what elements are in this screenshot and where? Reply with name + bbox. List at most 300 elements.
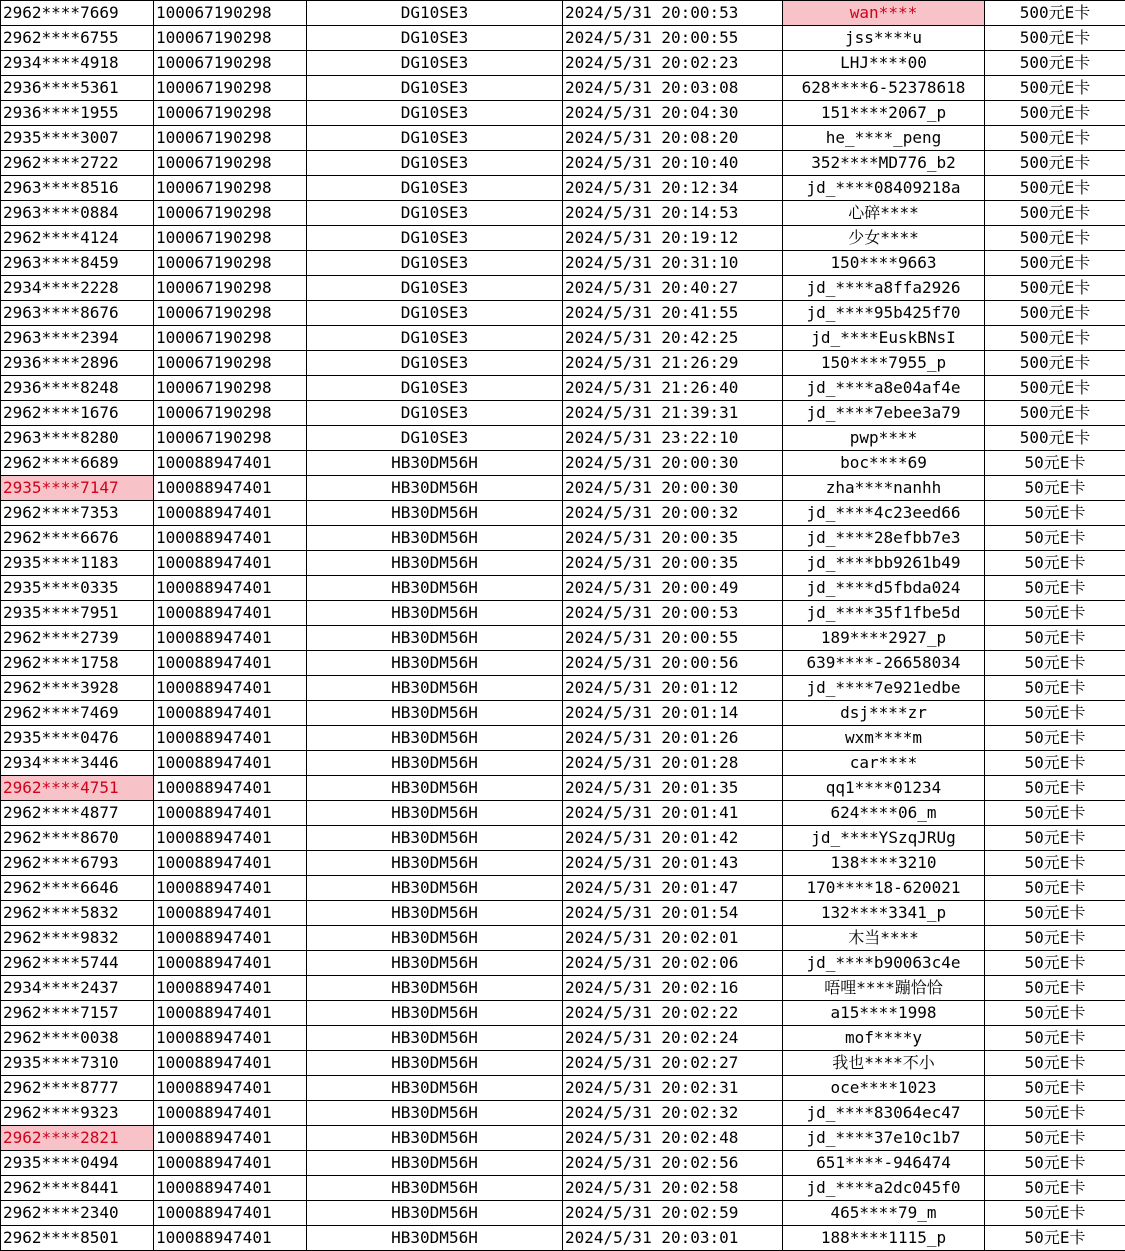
prize-cell: 500元E卡 [985, 326, 1125, 351]
user-cell: jd_****7ebee3a79 [783, 401, 985, 426]
table-row [1, 801, 1125, 826]
user-cell: jd_****d5fbda024 [783, 576, 985, 601]
prize-cell: 50元E卡 [985, 1151, 1125, 1176]
sku-cell: 100088947401 [154, 1126, 307, 1151]
prize-cell: 50元E卡 [985, 501, 1125, 526]
table-row [1, 876, 1125, 901]
time-cell: 2024/5/31 20:41:55 [563, 301, 783, 326]
sku-cell: 100067190298 [154, 326, 307, 351]
time-cell: 2024/5/31 21:39:31 [563, 401, 783, 426]
time-cell: 2024/5/31 20:01:41 [563, 801, 783, 826]
sku-cell: 100088947401 [154, 601, 307, 626]
order-id-cell: 2936****5361 [1, 76, 154, 101]
sku-cell: 100088947401 [154, 1026, 307, 1051]
order-id-cell: 2963****8516 [1, 176, 154, 201]
model-cell: DG10SE3 [307, 1, 563, 26]
model-cell: HB30DM56H [307, 451, 563, 476]
sku-cell: 100088947401 [154, 476, 307, 501]
user-cell: boc****69 [783, 451, 985, 476]
model-cell: DG10SE3 [307, 201, 563, 226]
order-id-cell: 2935****3007 [1, 126, 154, 151]
table-row [1, 701, 1125, 726]
table-row [1, 601, 1125, 626]
table-row [1, 1101, 1125, 1126]
order-id-cell: 2962****2722 [1, 151, 154, 176]
table-row [1, 51, 1125, 76]
order-id-cell: 2962****8777 [1, 1076, 154, 1101]
sku-cell: 100088947401 [154, 551, 307, 576]
sku-cell: 100067190298 [154, 1, 307, 26]
order-id-cell: 2934****3446 [1, 751, 154, 776]
prize-cell: 50元E卡 [985, 1176, 1125, 1201]
sku-cell: 100088947401 [154, 951, 307, 976]
prize-cell: 50元E卡 [985, 826, 1125, 851]
user-cell: wxm****m [783, 726, 985, 751]
sku-cell: 100088947401 [154, 1176, 307, 1201]
user-cell: 352****MD776_b2 [783, 151, 985, 176]
time-cell: 2024/5/31 20:19:12 [563, 226, 783, 251]
prize-cell: 500元E卡 [985, 426, 1125, 451]
sku-cell: 100067190298 [154, 401, 307, 426]
order-id-cell: 2962****0038 [1, 1026, 154, 1051]
time-cell: 2024/5/31 20:31:10 [563, 251, 783, 276]
user-cell: car**** [783, 751, 985, 776]
table-row [1, 151, 1125, 176]
order-id-cell: 2962****6793 [1, 851, 154, 876]
table-row [1, 551, 1125, 576]
table-row [1, 576, 1125, 601]
model-cell: HB30DM56H [307, 601, 563, 626]
order-id-cell: 2963****8459 [1, 251, 154, 276]
time-cell: 2024/5/31 20:02:24 [563, 1026, 783, 1051]
prize-cell: 50元E卡 [985, 776, 1125, 801]
table-row [1, 101, 1125, 126]
table-row [1, 1201, 1125, 1226]
table-row [1, 676, 1125, 701]
time-cell: 2024/5/31 21:26:40 [563, 376, 783, 401]
table-row [1, 301, 1125, 326]
sku-cell: 100088947401 [154, 701, 307, 726]
sku-cell: 100088947401 [154, 451, 307, 476]
model-cell: DG10SE3 [307, 376, 563, 401]
prize-cell: 50元E卡 [985, 876, 1125, 901]
user-cell: 少女**** [783, 226, 985, 251]
user-cell: jd_****YSzqJRUg [783, 826, 985, 851]
prize-cell: 500元E卡 [985, 226, 1125, 251]
order-id-cell: 2962****6689 [1, 451, 154, 476]
model-cell: HB30DM56H [307, 776, 563, 801]
time-cell: 2024/5/31 20:02:32 [563, 1101, 783, 1126]
model-cell: DG10SE3 [307, 251, 563, 276]
prize-cell: 50元E卡 [985, 601, 1125, 626]
model-cell: HB30DM56H [307, 1001, 563, 1026]
model-cell: HB30DM56H [307, 501, 563, 526]
model-cell: HB30DM56H [307, 826, 563, 851]
time-cell: 2024/5/31 20:04:30 [563, 101, 783, 126]
model-cell: DG10SE3 [307, 101, 563, 126]
order-id-cell: 2962****8670 [1, 826, 154, 851]
prize-cell: 500元E卡 [985, 176, 1125, 201]
prize-cell: 50元E卡 [985, 976, 1125, 1001]
time-cell: 2024/5/31 20:12:34 [563, 176, 783, 201]
table-row [1, 426, 1125, 451]
user-cell: 151****2067_p [783, 101, 985, 126]
user-cell: 189****2927_p [783, 626, 985, 651]
time-cell: 2024/5/31 20:01:54 [563, 901, 783, 926]
model-cell: DG10SE3 [307, 51, 563, 76]
sku-cell: 100088947401 [154, 501, 307, 526]
model-cell: HB30DM56H [307, 1126, 563, 1151]
order-id-cell: 2934****4918 [1, 51, 154, 76]
user-cell: pwp**** [783, 426, 985, 451]
table-row [1, 226, 1125, 251]
prize-cell: 50元E卡 [985, 526, 1125, 551]
table-row [1, 1076, 1125, 1101]
model-cell: DG10SE3 [307, 351, 563, 376]
prize-cell: 500元E卡 [985, 251, 1125, 276]
model-cell: HB30DM56H [307, 876, 563, 901]
time-cell: 2024/5/31 20:01:43 [563, 851, 783, 876]
prize-cell: 50元E卡 [985, 1051, 1125, 1076]
prize-cell: 50元E卡 [985, 451, 1125, 476]
model-cell: HB30DM56H [307, 1201, 563, 1226]
order-id-cell: 2962****6676 [1, 526, 154, 551]
time-cell: 2024/5/31 21:26:29 [563, 351, 783, 376]
time-cell: 2024/5/31 20:01:35 [563, 776, 783, 801]
order-id-cell: 2962****8501 [1, 1226, 154, 1251]
order-id-cell: 2962****6755 [1, 26, 154, 51]
time-cell: 2024/5/31 20:00:35 [563, 526, 783, 551]
user-cell: a15****1998 [783, 1001, 985, 1026]
model-cell: DG10SE3 [307, 301, 563, 326]
time-cell: 2024/5/31 20:00:55 [563, 26, 783, 51]
model-cell: HB30DM56H [307, 626, 563, 651]
model-cell: HB30DM56H [307, 651, 563, 676]
table-row [1, 1051, 1125, 1076]
user-cell: 651****-946474 [783, 1151, 985, 1176]
prize-cell: 50元E卡 [985, 726, 1125, 751]
sku-cell: 100088947401 [154, 751, 307, 776]
order-id-cell: 2936****2896 [1, 351, 154, 376]
prize-cell: 500元E卡 [985, 351, 1125, 376]
table-row [1, 26, 1125, 51]
user-cell: jd_****28efbb7e3 [783, 526, 985, 551]
prize-cell: 50元E卡 [985, 476, 1125, 501]
model-cell: HB30DM56H [307, 1176, 563, 1201]
user-cell: jd_****7e921edbe [783, 676, 985, 701]
order-id-cell: 2962****2739 [1, 626, 154, 651]
prize-cell: 50元E卡 [985, 551, 1125, 576]
user-cell: jd_****35f1fbe5d [783, 601, 985, 626]
user-cell: jd_****a2dc045f0 [783, 1176, 985, 1201]
table-row [1, 126, 1125, 151]
sku-cell: 100067190298 [154, 151, 307, 176]
table-row [1, 476, 1125, 501]
model-cell: HB30DM56H [307, 926, 563, 951]
model-cell: DG10SE3 [307, 401, 563, 426]
time-cell: 2024/5/31 20:02:16 [563, 976, 783, 1001]
order-id-cell: 2962****1758 [1, 651, 154, 676]
time-cell: 2024/5/31 20:01:26 [563, 726, 783, 751]
table-row [1, 651, 1125, 676]
order-id-cell: 2962****7353 [1, 501, 154, 526]
user-cell: 心碎**** [783, 201, 985, 226]
sku-cell: 100088947401 [154, 901, 307, 926]
sku-cell: 100067190298 [154, 26, 307, 51]
table-row [1, 851, 1125, 876]
time-cell: 2024/5/31 20:01:28 [563, 751, 783, 776]
table-row [1, 1151, 1125, 1176]
model-cell: HB30DM56H [307, 901, 563, 926]
order-id-cell: 2962****7469 [1, 701, 154, 726]
table-row [1, 401, 1125, 426]
table-row [1, 1, 1125, 26]
time-cell: 2024/5/31 20:00:55 [563, 626, 783, 651]
user-cell: 150****7955_p [783, 351, 985, 376]
model-cell: DG10SE3 [307, 26, 563, 51]
user-cell: jd_****bb9261b49 [783, 551, 985, 576]
table-row [1, 1026, 1125, 1051]
time-cell: 2024/5/31 20:02:23 [563, 51, 783, 76]
model-cell: DG10SE3 [307, 426, 563, 451]
time-cell: 2024/5/31 20:02:31 [563, 1076, 783, 1101]
model-cell: HB30DM56H [307, 751, 563, 776]
user-cell: oce****1023 [783, 1076, 985, 1101]
order-id-cell: 2936****1955 [1, 101, 154, 126]
user-cell: jd_****EuskBNsI [783, 326, 985, 351]
prize-cell: 50元E卡 [985, 651, 1125, 676]
sku-cell: 100088947401 [154, 776, 307, 801]
sku-cell: 100088947401 [154, 976, 307, 1001]
prize-cell: 50元E卡 [985, 1001, 1125, 1026]
time-cell: 2024/5/31 20:00:53 [563, 601, 783, 626]
table-row [1, 626, 1125, 651]
order-id-cell: 2934****2437 [1, 976, 154, 1001]
user-cell: 138****3210 [783, 851, 985, 876]
user-cell: jd_****83064ec47 [783, 1101, 985, 1126]
sku-cell: 100088947401 [154, 926, 307, 951]
order-id-cell: 2963****8280 [1, 426, 154, 451]
table-row [1, 726, 1125, 751]
prize-cell: 50元E卡 [985, 926, 1125, 951]
model-cell: DG10SE3 [307, 76, 563, 101]
model-cell: HB30DM56H [307, 526, 563, 551]
model-cell: HB30DM56H [307, 1151, 563, 1176]
user-cell: LHJ****00 [783, 51, 985, 76]
table-row [1, 526, 1125, 551]
sku-cell: 100088947401 [154, 1001, 307, 1026]
user-cell: jd_****a8ffa2926 [783, 276, 985, 301]
order-id-cell: 2962****6646 [1, 876, 154, 901]
time-cell: 2024/5/31 20:02:59 [563, 1201, 783, 1226]
sku-cell: 100088947401 [154, 1226, 307, 1251]
time-cell: 2024/5/31 20:02:22 [563, 1001, 783, 1026]
sku-cell: 100067190298 [154, 376, 307, 401]
sku-cell: 100067190298 [154, 301, 307, 326]
sku-cell: 100067190298 [154, 76, 307, 101]
table-row [1, 926, 1125, 951]
time-cell: 2024/5/31 20:02:48 [563, 1126, 783, 1151]
model-cell: DG10SE3 [307, 226, 563, 251]
order-id-cell: 2962****4877 [1, 801, 154, 826]
prize-cell: 50元E卡 [985, 701, 1125, 726]
sku-cell: 100088947401 [154, 826, 307, 851]
sku-cell: 100067190298 [154, 251, 307, 276]
model-cell: HB30DM56H [307, 1076, 563, 1101]
model-cell: HB30DM56H [307, 1101, 563, 1126]
sku-cell: 100088947401 [154, 1151, 307, 1176]
time-cell: 2024/5/31 20:00:32 [563, 501, 783, 526]
model-cell: HB30DM56H [307, 551, 563, 576]
table-row [1, 501, 1125, 526]
user-cell: wan**** [783, 1, 985, 26]
prize-cell: 500元E卡 [985, 126, 1125, 151]
order-id-cell: 2936****8248 [1, 376, 154, 401]
model-cell: HB30DM56H [307, 951, 563, 976]
order-id-cell: 2935****7147 [1, 476, 154, 501]
user-cell: jd_****95b425f70 [783, 301, 985, 326]
prize-cell: 50元E卡 [985, 751, 1125, 776]
prize-cell: 50元E卡 [985, 1076, 1125, 1101]
order-id-cell: 2963****2394 [1, 326, 154, 351]
table-row [1, 351, 1125, 376]
order-id-cell: 2935****0335 [1, 576, 154, 601]
sku-cell: 100088947401 [154, 626, 307, 651]
user-cell: 150****9663 [783, 251, 985, 276]
sku-cell: 100088947401 [154, 526, 307, 551]
table-row [1, 451, 1125, 476]
prize-cell: 500元E卡 [985, 276, 1125, 301]
time-cell: 2024/5/31 20:01:42 [563, 826, 783, 851]
time-cell: 2024/5/31 20:02:01 [563, 926, 783, 951]
user-cell: 我也****不小 [783, 1051, 985, 1076]
user-cell: jss****u [783, 26, 985, 51]
prize-cell: 500元E卡 [985, 151, 1125, 176]
table-row [1, 1226, 1125, 1251]
order-id-cell: 2935****0494 [1, 1151, 154, 1176]
table-row [1, 1001, 1125, 1026]
model-cell: DG10SE3 [307, 276, 563, 301]
model-cell: DG10SE3 [307, 176, 563, 201]
order-id-cell: 2962****9323 [1, 1101, 154, 1126]
prize-cell: 500元E卡 [985, 1, 1125, 26]
table-row [1, 826, 1125, 851]
order-id-cell: 2962****2340 [1, 1201, 154, 1226]
prize-cell: 500元E卡 [985, 51, 1125, 76]
sku-cell: 100067190298 [154, 201, 307, 226]
user-cell: 628****6-52378618 [783, 76, 985, 101]
time-cell: 2024/5/31 20:00:30 [563, 451, 783, 476]
time-cell: 2024/5/31 20:02:58 [563, 1176, 783, 1201]
time-cell: 2024/5/31 20:01:47 [563, 876, 783, 901]
prize-cell: 500元E卡 [985, 201, 1125, 226]
user-cell: 木当**** [783, 926, 985, 951]
time-cell: 2024/5/31 20:00:53 [563, 1, 783, 26]
prize-cell: 500元E卡 [985, 101, 1125, 126]
prize-cell: 50元E卡 [985, 676, 1125, 701]
model-cell: HB30DM56H [307, 476, 563, 501]
table-row [1, 176, 1125, 201]
order-id-cell: 2962****5832 [1, 901, 154, 926]
prize-cell: 50元E卡 [985, 576, 1125, 601]
table-body [1, 1, 1125, 1251]
order-id-cell: 2934****2228 [1, 276, 154, 301]
time-cell: 2024/5/31 20:00:35 [563, 551, 783, 576]
prize-cell: 50元E卡 [985, 626, 1125, 651]
order-id-cell: 2962****9832 [1, 926, 154, 951]
model-cell: HB30DM56H [307, 726, 563, 751]
order-id-cell: 2935****7951 [1, 601, 154, 626]
sku-cell: 100088947401 [154, 726, 307, 751]
user-cell: qq1****01234 [783, 776, 985, 801]
sku-cell: 100067190298 [154, 226, 307, 251]
model-cell: HB30DM56H [307, 1226, 563, 1251]
sku-cell: 100088947401 [154, 1201, 307, 1226]
user-cell: 624****06_m [783, 801, 985, 826]
table-row [1, 326, 1125, 351]
time-cell: 2024/5/31 20:00:56 [563, 651, 783, 676]
user-cell: he_****_peng [783, 126, 985, 151]
order-id-cell: 2962****7669 [1, 1, 154, 26]
model-cell: HB30DM56H [307, 676, 563, 701]
order-id-cell: 2962****4124 [1, 226, 154, 251]
sku-cell: 100088947401 [154, 651, 307, 676]
sku-cell: 100088947401 [154, 851, 307, 876]
prize-cell: 50元E卡 [985, 801, 1125, 826]
prize-cell: 50元E卡 [985, 1201, 1125, 1226]
prize-cell: 50元E卡 [985, 1101, 1125, 1126]
prize-cell: 50元E卡 [985, 851, 1125, 876]
order-id-cell: 2962****7157 [1, 1001, 154, 1026]
time-cell: 2024/5/31 20:42:25 [563, 326, 783, 351]
user-cell: jd_****a8e04af4e [783, 376, 985, 401]
sku-cell: 100067190298 [154, 426, 307, 451]
table-row [1, 1126, 1125, 1151]
time-cell: 2024/5/31 20:02:56 [563, 1151, 783, 1176]
model-cell: HB30DM56H [307, 801, 563, 826]
model-cell: HB30DM56H [307, 851, 563, 876]
sku-cell: 100067190298 [154, 176, 307, 201]
time-cell: 2024/5/31 23:22:10 [563, 426, 783, 451]
time-cell: 2024/5/31 20:02:06 [563, 951, 783, 976]
time-cell: 2024/5/31 20:14:53 [563, 201, 783, 226]
time-cell: 2024/5/31 20:01:12 [563, 676, 783, 701]
time-cell: 2024/5/31 20:03:01 [563, 1226, 783, 1251]
table-row [1, 901, 1125, 926]
prize-cell: 500元E卡 [985, 26, 1125, 51]
prize-cell: 50元E卡 [985, 1026, 1125, 1051]
model-cell: DG10SE3 [307, 126, 563, 151]
user-cell: mof****y [783, 1026, 985, 1051]
user-cell: 188****1115_p [783, 1226, 985, 1251]
table-row [1, 751, 1125, 776]
model-cell: HB30DM56H [307, 576, 563, 601]
time-cell: 2024/5/31 20:10:40 [563, 151, 783, 176]
sku-cell: 100088947401 [154, 1051, 307, 1076]
time-cell: 2024/5/31 20:08:20 [563, 126, 783, 151]
user-cell: 639****-26658034 [783, 651, 985, 676]
prize-cell: 50元E卡 [985, 901, 1125, 926]
time-cell: 2024/5/31 20:40:27 [563, 276, 783, 301]
user-cell: 132****3341_p [783, 901, 985, 926]
prize-cell: 500元E卡 [985, 301, 1125, 326]
model-cell: HB30DM56H [307, 1051, 563, 1076]
table-row [1, 276, 1125, 301]
model-cell: HB30DM56H [307, 1026, 563, 1051]
sku-cell: 100067190298 [154, 126, 307, 151]
user-cell: jd_****b90063c4e [783, 951, 985, 976]
order-id-cell: 2935****0476 [1, 726, 154, 751]
